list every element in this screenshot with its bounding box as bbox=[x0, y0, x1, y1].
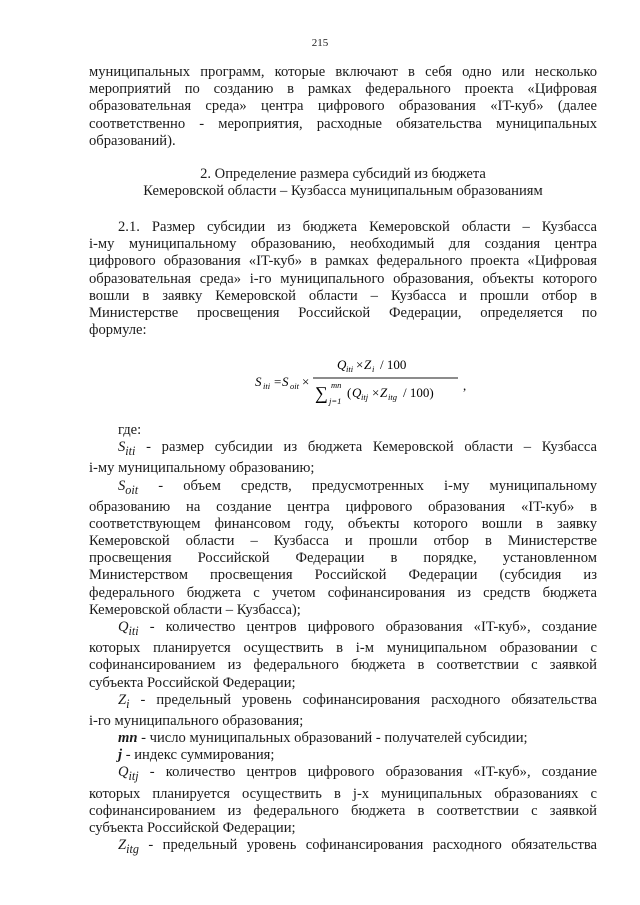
definition-s-oit bbox=[89, 478, 597, 499]
text-line: образований). bbox=[89, 132, 176, 149]
text-line: формуле: bbox=[89, 322, 147, 339]
formula-den-div: / 100) bbox=[403, 385, 434, 400]
def-symbol: mn bbox=[118, 730, 138, 747]
definition-z-itg bbox=[89, 837, 597, 858]
formula-den-z: Z bbox=[380, 385, 388, 400]
intro-paragraph bbox=[89, 64, 597, 150]
formula-num-z-sub: i bbox=[372, 364, 375, 374]
text-line: Министерстве просвещения Российской Федерации, определяется по bbox=[89, 305, 597, 322]
definition-q-itj bbox=[89, 764, 597, 785]
text-line: i-му муниципальному образованию; bbox=[89, 460, 315, 477]
def-text: - количество центров цифрового образования «IT-куб», создание bbox=[138, 764, 597, 781]
formula-sigma: ∑ bbox=[315, 383, 328, 403]
text-line: Кемеровской области – Кузбасса и прошли отбор в Министерстве bbox=[89, 533, 597, 550]
text-line: образовательная среда» i-го муниципального образования, объекты которого bbox=[89, 270, 597, 287]
def-symbol: Z bbox=[118, 837, 127, 854]
definition-z-i bbox=[89, 692, 597, 713]
def-text: - число муниципальных образований - получателей субсидии; bbox=[137, 730, 528, 747]
text-line: Министерством просвещения Российской Федерации (субсидия из bbox=[89, 567, 597, 584]
formula-times: × bbox=[302, 374, 310, 389]
text-line: соответствующем финансовом году, объекты которого вошли в заявку bbox=[89, 515, 597, 532]
definition-s-iti bbox=[89, 439, 597, 460]
formula-den-q-sub: itj bbox=[361, 392, 369, 402]
def-text: - размер субсидии из бюджета Кемеровской области – Кузбасса bbox=[135, 439, 597, 456]
formula-sigma-top: mn bbox=[331, 380, 342, 390]
def-symbol: S bbox=[118, 477, 126, 494]
def-text: - количество центров цифрового образования «IT-куб», создание bbox=[138, 619, 597, 636]
text-line: вошли в заявку Кемеровской области – Кузбасса и прошли отбор в bbox=[89, 287, 597, 304]
formula-num-times: × bbox=[356, 357, 364, 372]
text-line: субъекта Российской Федерации; bbox=[89, 820, 296, 836]
formula-sigma-bottom: j=1 bbox=[329, 396, 342, 406]
def-text: - объем средств, предусмотренных i-му муниципальному bbox=[138, 477, 597, 494]
text-line: софинансированием из федерального бюджета в соответствии с заявкой bbox=[89, 657, 597, 674]
def-symbol-sub: itj bbox=[128, 769, 139, 784]
text-line: субъекта Российской Федерации; bbox=[89, 674, 296, 691]
def-symbol: Z bbox=[118, 691, 127, 708]
text-line: соответственно - мероприятия, расходные обязательства муниципальных bbox=[89, 115, 597, 132]
formula-den-z-sub: itg bbox=[388, 392, 397, 402]
text-line: 2.1. Размер субсидии из бюджета Кемеровской области – Кузбасса bbox=[118, 219, 597, 235]
def-symbol: Q bbox=[118, 764, 129, 781]
def-text: - предельный уровень софинансирования расходного обязательства bbox=[138, 837, 597, 854]
where-label: где: bbox=[118, 422, 142, 438]
text-line: i-му муниципальному образованию, необходимый для создания центра bbox=[89, 236, 597, 253]
definition-q-iti bbox=[89, 619, 597, 640]
paragraph-2-1 bbox=[89, 219, 597, 339]
text-line: мероприятий по созданию в рамках федерального проекта «Цифровая bbox=[89, 81, 597, 98]
definition-j bbox=[89, 747, 597, 764]
def-symbol: Q bbox=[118, 619, 129, 636]
def-symbol: j bbox=[118, 747, 123, 764]
formula-lhs-symbol: S bbox=[255, 374, 262, 389]
heading-line: 2. Определение размера субсидий из бюджета bbox=[200, 166, 486, 182]
formula-num-q-sub: iti bbox=[346, 364, 354, 374]
formula-num-div: / 100 bbox=[380, 357, 407, 372]
def-symbol-sub: i bbox=[126, 696, 130, 711]
text-line: просвещения Российской Федерации в порядке, установленном bbox=[89, 550, 597, 567]
text-line: которых планируется осуществить в j-х муниципальных образованиях с bbox=[89, 785, 597, 802]
formula-den-open: ( bbox=[347, 385, 352, 400]
def-symbol-sub: iti bbox=[125, 444, 136, 459]
subsidy-formula bbox=[255, 354, 555, 410]
text-line: i-го муниципального образования; bbox=[89, 712, 304, 729]
section-heading bbox=[89, 166, 597, 200]
definitions-block bbox=[89, 422, 597, 858]
def-symbol-sub: iti bbox=[128, 623, 139, 638]
formula-equals: = bbox=[274, 374, 282, 389]
formula-den-q: Q bbox=[352, 385, 362, 400]
formula-num-z: Z bbox=[364, 357, 372, 372]
def-symbol-sub: oit bbox=[125, 482, 139, 497]
heading-line: Кемеровской области – Кузбасса муниципальным образованиям bbox=[143, 183, 543, 200]
text-line: цифрового образования «IT-куб» в рамках федерального проекта «Цифровая bbox=[89, 253, 597, 270]
def-text: - индекс суммирования; bbox=[122, 747, 275, 764]
text-line: которых планируется осуществить в i-м муниципальном образовании с bbox=[89, 640, 597, 657]
text-line: федерального бюджета с учетом софинансирования из средств бюджета bbox=[89, 584, 597, 601]
def-symbol: S bbox=[118, 439, 126, 456]
definition-mn bbox=[89, 730, 597, 747]
text-line: софинансированием из федерального бюджета в соответствии с заявкой bbox=[89, 802, 597, 819]
text-line: образованию на создание центра цифрового образования «IT-куб» в bbox=[89, 498, 597, 515]
formula-lhs-sub: iti bbox=[263, 381, 271, 391]
text-line: Кемеровской области – Кузбасса); bbox=[89, 601, 301, 618]
def-symbol-sub: itg bbox=[126, 842, 139, 857]
text-line: образовательная среда» центра цифрового образования «IT-куб» (далее bbox=[89, 98, 597, 115]
def-text: - предельный уровень софинансирования расходного обязательства bbox=[129, 691, 597, 708]
formula-rhs-symbol: S bbox=[282, 374, 289, 389]
page-number: 215 bbox=[311, 37, 329, 49]
text-line: муниципальных программ, которые включают в себя одно или несколько bbox=[89, 64, 597, 80]
formula-den-times: × bbox=[372, 385, 380, 400]
formula-num-q: Q bbox=[337, 357, 347, 372]
formula-rhs-sub: oit bbox=[290, 381, 299, 391]
formula-trailing-comma: , bbox=[463, 378, 467, 393]
